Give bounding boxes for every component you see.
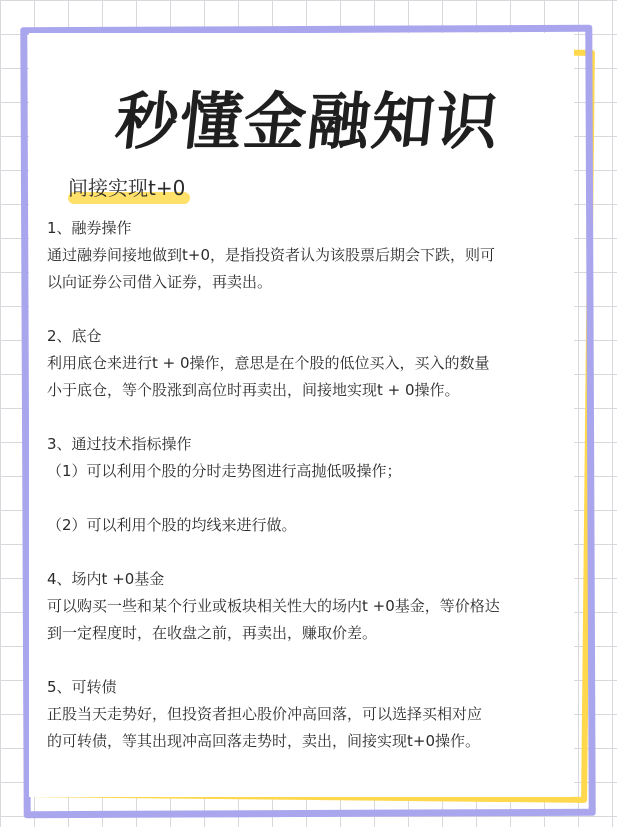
section-margin-trading [47,215,577,296]
section-line: 小于底仓，等个股涨到高位时再卖出，间接地实现t + 0操作。 [47,381,460,399]
section-line: （1）可以利用个股的分时走势图进行高抛低吸操作； [47,462,402,480]
section-heading: 2、底仓 [47,327,102,345]
section-technical-indicators [47,431,577,485]
section-heading: 3、通过技术指标操作 [47,435,192,453]
section-line: 可以购买一些和某个行业或板块相关性大的场内t +0基金，等价格达 [47,597,500,615]
section-base-position [47,323,577,404]
page-title: 秒懂金融知识 [112,85,504,158]
section-line: 通过融券间接地做到t+0，是指投资者认为该股票后期会下跌，则可 [47,246,495,264]
section-line: 以向证券公司借入证券，再卖出。 [47,273,273,291]
section-heading: 5、可转债 [47,678,117,696]
section-heading: 4、场内t +0基金 [47,570,165,588]
section-line: 到一定程度时，在收盘之前，再卖出，赚取价差。 [47,624,378,642]
section-heading: 1、融券操作 [47,219,132,237]
section-convertible-bond [47,674,577,755]
section-t0-fund [47,566,577,647]
section-line: 的可转债，等其出现冲高回落走势时，卖出，间接实现t+0操作。 [47,732,480,750]
article-content [47,215,577,782]
section-line: 正股当天走势好，但投资者担心股价冲高回落，可以选择买相对应 [47,705,483,723]
section-moving-average [47,512,577,539]
section-line: 利用底仓来进行t + 0操作，意思是在个股的低位买入，买入的数量 [47,354,490,372]
section-line: （2）可以利用个股的均线来进行做。 [47,516,297,534]
subtitle-block [68,172,185,201]
subtitle: 间接实现t+0 [68,176,186,200]
